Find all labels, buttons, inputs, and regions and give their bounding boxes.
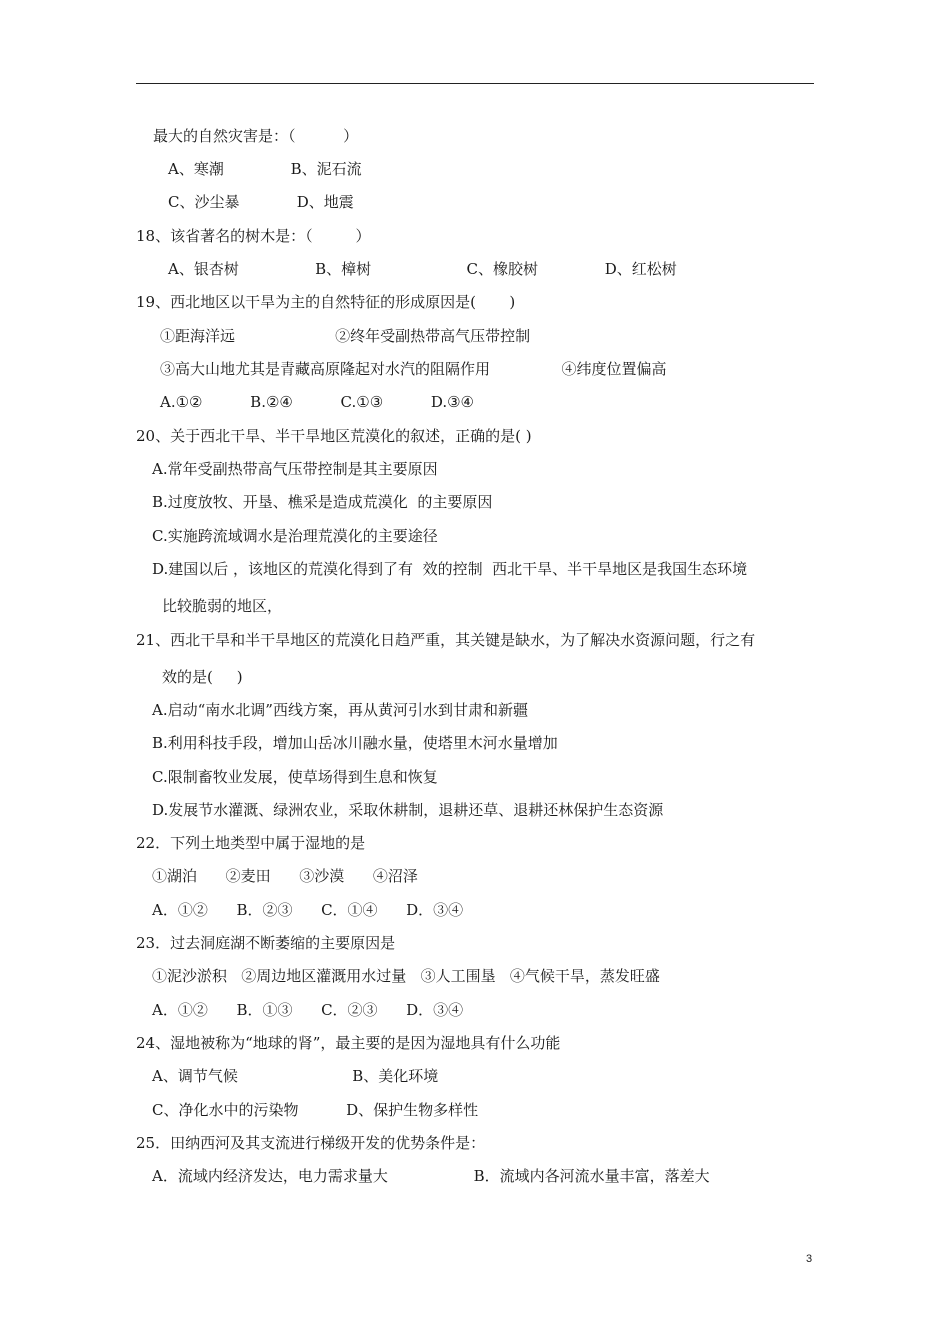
q20-option-b: B.过度放牧、开垦、樵采是造成荒漠化 的主要原因 [152, 493, 493, 511]
q18-options: A、银杏树 B、樟树 C、橡胶树 D、红松树 [168, 260, 677, 278]
q19-options: A.①② B.②④ C.①③ D.③④ [160, 393, 474, 411]
q17-options-ab: A、寒潮 B、泥石流 [168, 160, 362, 178]
q25-options-ab: A．流域内经济发达，电力需求量大 B．流域内各河流水量丰富，落差大 [152, 1167, 710, 1185]
q21-stem: 21、西北干旱和半干旱地区的荒漠化日趋严重，其关键是缺水，为了解决水资源问题，行之有 [136, 631, 756, 649]
q18-stem: 18、该省著名的树木是：（ ） [136, 227, 371, 245]
q24-options-ab: A、调节气候 B、美化环境 [152, 1067, 439, 1085]
q23-options: A．①② B．①③ C．②③ D．③④ [152, 1001, 464, 1019]
q20-option-d: D.建国以后 ，该地区的荒漠化得到了有 效的控制 西北干旱、半干旱地区是我国生态环境 [152, 560, 748, 578]
q23-stem: 23．过去洞庭湖不断萎缩的主要原因是 [136, 934, 396, 952]
q19-stem: 19、西北地区以干旱为主的自然特征的形成原因是( ) [136, 293, 516, 311]
q20-option-d-cont: 比较脆弱的地区， [162, 597, 283, 615]
q19-item-3-4: ③高大山地尤其是青藏高原隆起对水汽的阻隔作用 ④纬度位置偏高 [160, 360, 667, 378]
header-rule [136, 83, 814, 84]
q20-option-a: A.常年受副热带高气压带控制是其主要原因 [152, 460, 438, 478]
q22-options: A．①② B．②③ C．①④ D．③④ [152, 901, 464, 919]
q21-option-a: A.启动“南水北调”西线方案，再从黄河引水到甘肃和新疆 [152, 701, 528, 719]
q23-items: ①泥沙淤积 ②周边地区灌溉用水过量 ③人工围垦 ④气候干旱，蒸发旺盛 [152, 967, 660, 985]
q21-option-d: D.发展节水灌溉、绿洲农业，采取休耕制，退耕还草、退耕还林保护生态资源 [152, 801, 664, 819]
q20-stem: 20、关于西北干旱、半干旱地区荒漠化的叙述，正确的是( ) [136, 427, 532, 445]
q21-option-c: C.限制畜牧业发展，使草场得到生息和恢复 [152, 768, 438, 786]
q17-stem-cont: 最大的自然灾害是：（ ） [153, 127, 359, 145]
page-number: 3 [806, 1253, 813, 1265]
q21-option-b: B.利用科技手段，增加山岳冰川融水量，使塔里木河水量增加 [152, 734, 558, 752]
q20-option-c: C.实施跨流域调水是治理荒漠化的主要途径 [152, 527, 438, 545]
q17-options-cd: C、沙尘暴 D、地震 [168, 193, 354, 211]
q24-options-cd: C、净化水中的污染物 D、保护生物多样性 [152, 1101, 479, 1119]
q22-stem: 22．下列土地类型中属于湿地的是 [136, 834, 366, 852]
q22-items: ①湖泊 ②麦田 ③沙漠 ④沼泽 [152, 867, 418, 885]
q24-stem: 24、湿地被称为“地球的肾”，最主要的是因为湿地具有什么功能 [136, 1034, 561, 1052]
q19-item-1-2: ①距海洋远 ②终年受副热带高气压带控制 [160, 327, 531, 345]
q25-stem: 25．田纳西河及其支流进行梯级开发的优势条件是： [136, 1134, 486, 1152]
q21-stem-cont: 效的是( ) [162, 668, 243, 686]
